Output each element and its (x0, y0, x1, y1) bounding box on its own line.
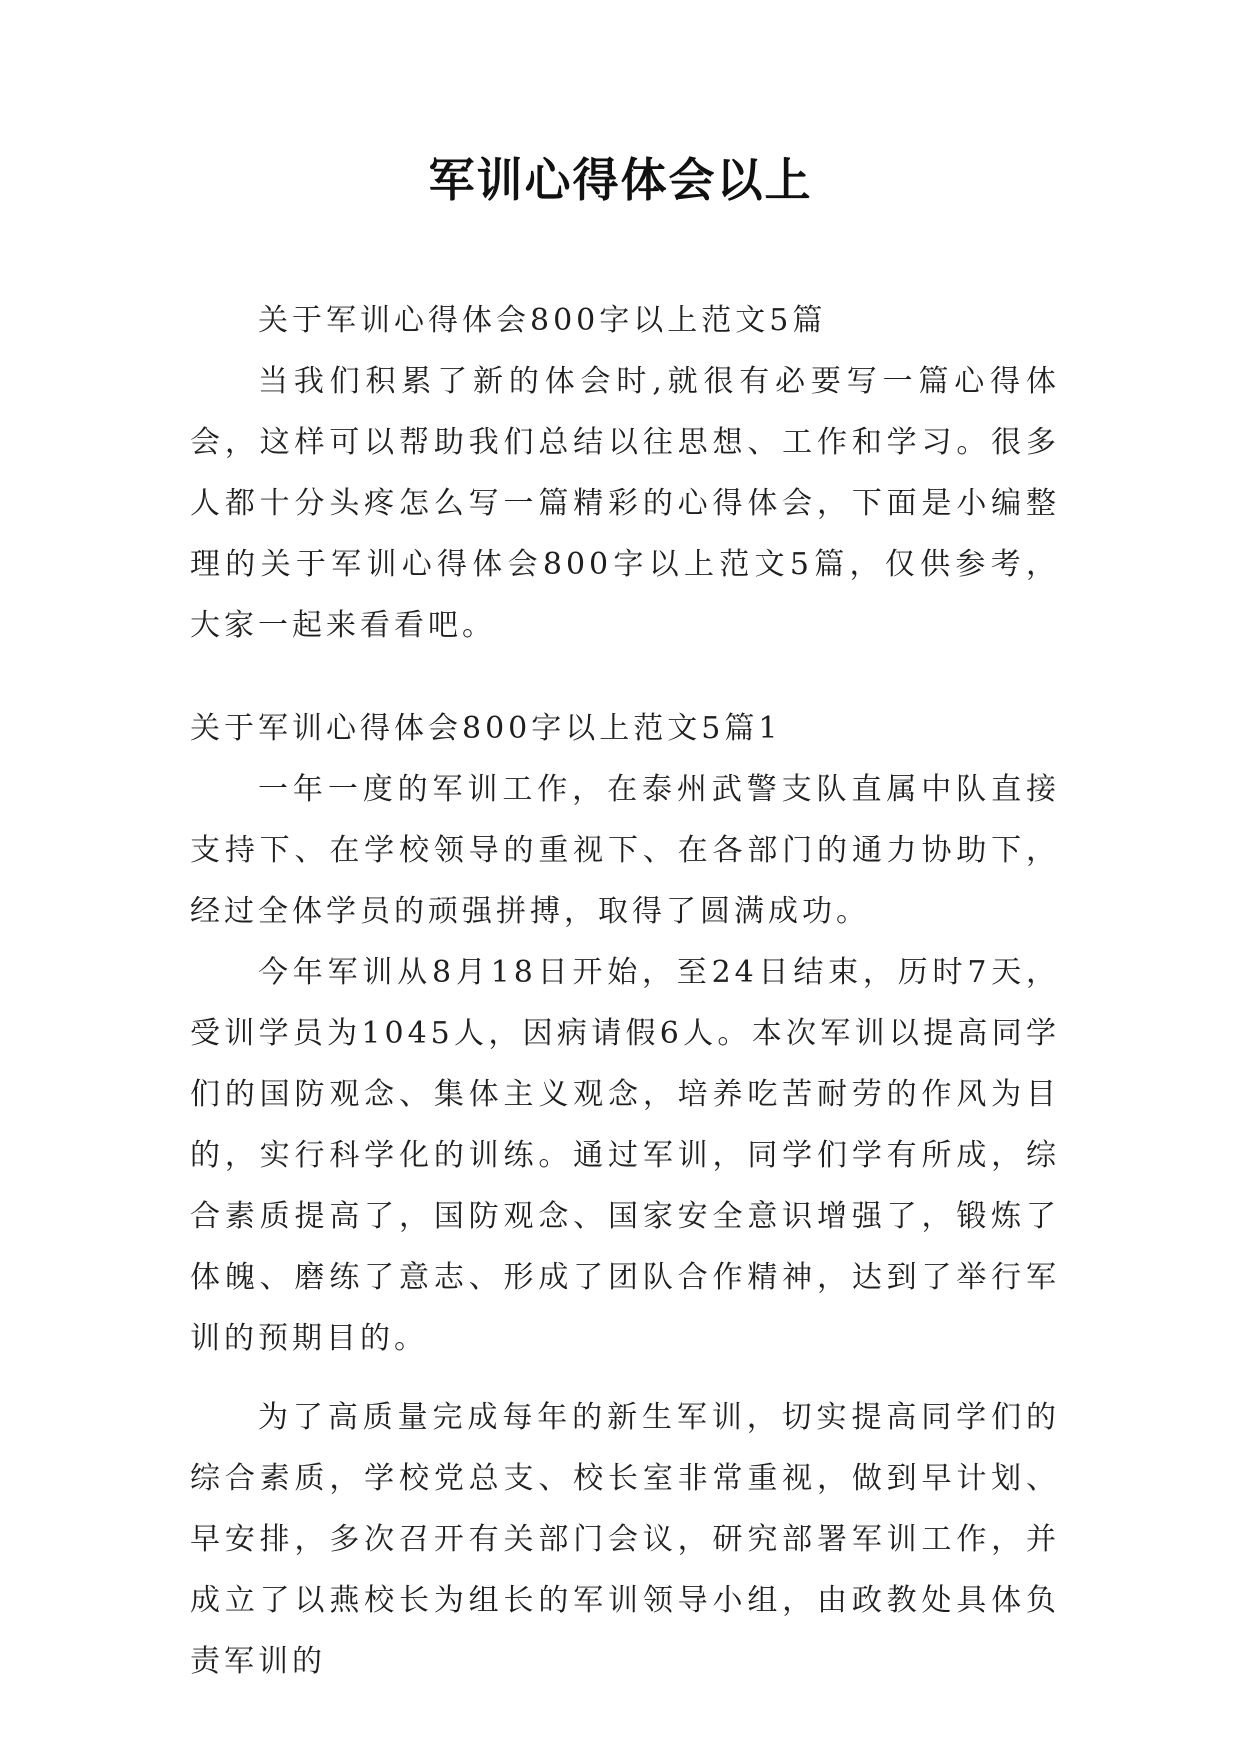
document-body (190, 290, 1060, 1692)
intro-heading: 关于军训心得体会800字以上范文5篇 (258, 303, 827, 338)
body-paragraph: 一年一度的军训工作，在泰州武警支队直属中队直接支持下、在学校领导的重视下、在各部门的通力协助下，经过全体学员的顽强拼搏，取得了圆满成功。 (190, 772, 1060, 929)
document-title: 军训心得体会以上 (428, 153, 813, 207)
section-heading: 关于军训心得体会800字以上范文5篇1 (190, 711, 782, 746)
intro-paragraph: 当我们积累了新的体会时,就很有必要写一篇心得体会，这样可以帮助我们总结以往思想、工作和学习。很多人都十分头疼怎么写一篇精彩的心得体会，下面是小编整理的关于军训心得体会800字以上范文5篇，仅供参考，大家一起来看看吧。 (190, 364, 1060, 643)
body-paragraph: 今年军训从8月18日开始，至24日结束，历时7天，受训学员为1045人，因病请假6人。本次军训以提高同学们的国防观念、集体主义观念，培养吃苦耐劳的作风为目的，实行科学化的训练。通过军训，同学们学有所成，综合素质提高了，国防观念、国家安全意识增强了，锻炼了体魄、磨练了意志、形成了团队合作精神，达到了举行军训的预期目的。 (190, 955, 1060, 1356)
body-paragraph: 为了高质量完成每年的新生军训，切实提高同学们的综合素质，学校党总支、校长室非常重视，做到早计划、早安排，多次召开有关部门会议，研究部署军训工作，并成立了以燕校长为组长的军训领导小组，由政教处具体负责军训的 (190, 1400, 1060, 1679)
